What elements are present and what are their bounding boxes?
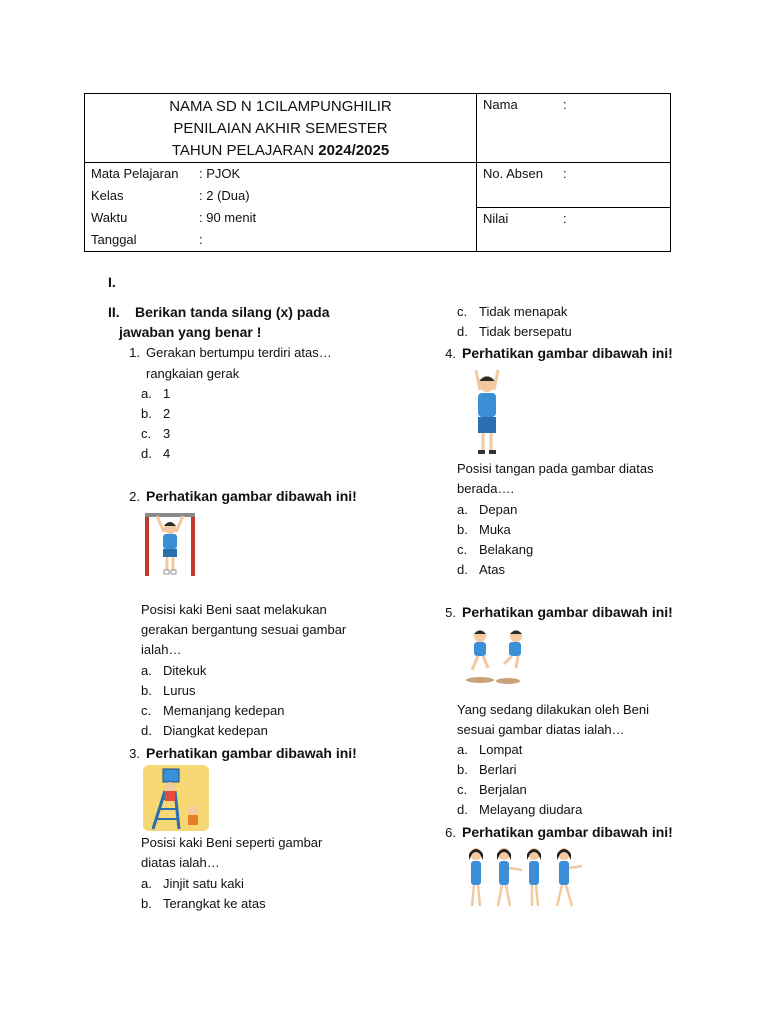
subject-value: : PJOK: [199, 166, 241, 181]
absen-cell: [477, 163, 671, 208]
option: d. Diangkat kedepan: [141, 723, 268, 738]
option: d. Melayang diudara: [457, 802, 583, 817]
jumping-boys-image: [458, 626, 530, 686]
absen-label: No. Absen: [483, 166, 543, 181]
question-3: 3. Perhatikan gambar dibawah ini!: [129, 745, 357, 761]
time-value: : 90 menit: [199, 210, 257, 225]
question-2: 2. Perhatikan gambar dibawah ini!: [129, 488, 357, 504]
walking-girls-image: [462, 842, 586, 912]
q3-text: Posisi kaki Beni seperti gambar diatas ialah…: [141, 835, 323, 870]
option: b. Muka: [457, 522, 511, 537]
score-label: Nilai: [483, 211, 509, 226]
hanging-boy-image: [143, 510, 197, 578]
option: c. 3: [141, 426, 171, 441]
header-table: [84, 93, 671, 252]
q2-text: Posisi kaki Beni saat melakukan gerakan bergantung sesuai gambar ialah…: [141, 602, 347, 657]
option: b. 2: [141, 406, 171, 421]
option: b. Berlari: [457, 762, 517, 777]
name-value: :: [563, 97, 567, 112]
option: c. Memanjang kedepan: [141, 703, 285, 718]
class-value: : 2 (Dua): [199, 188, 250, 203]
question-1: 1. Gerakan bertumpu terdiri atas…: [129, 345, 332, 360]
section-two-instruction: Berikan tanda silang (x) pada: [135, 304, 330, 320]
climbing-kids-image: [143, 765, 209, 831]
option: a. Jinjit satu kaki: [141, 876, 244, 891]
q2-options: [141, 661, 284, 741]
subject-label: Mata Pelajaran: [91, 166, 179, 181]
option: a. 1: [141, 386, 171, 401]
option: b. Terangkat ke atas: [141, 896, 266, 911]
date-value: :: [199, 232, 203, 247]
section-one-label: I.: [108, 274, 116, 290]
question-4: 4. Perhatikan gambar dibawah ini!: [445, 345, 673, 361]
option: c. Berjalan: [457, 782, 527, 797]
time-label: Waktu: [91, 210, 128, 225]
date-label: Tanggal: [91, 232, 137, 247]
q4-text: Posisi tangan pada gambar diatas berada….: [457, 461, 654, 496]
option: a. Ditekuk: [141, 663, 207, 678]
question-6: 6. Perhatikan gambar dibawah ini!: [445, 824, 673, 840]
option: a. Depan: [457, 502, 518, 517]
q5-options: [457, 740, 582, 820]
section-two-label: II. Berikan tanda silang (x) pada: [108, 304, 330, 320]
option: d. Tidak bersepatu: [457, 324, 572, 339]
option: d. 4: [141, 446, 171, 461]
q5-text: Yang sedang dilakukan oleh Beni sesuai gambar diatas ialah…: [457, 702, 650, 737]
q1-options: [141, 384, 170, 464]
school-title-cell: [85, 94, 477, 163]
option: c. Tidak menapak: [457, 304, 568, 319]
option: d. Atas: [457, 562, 506, 577]
score-cell: [477, 208, 671, 252]
option: b. Lurus: [141, 683, 196, 698]
score-value: :: [563, 211, 567, 226]
class-label: Kelas: [91, 188, 124, 203]
question-5: 5. Perhatikan gambar dibawah ini!: [445, 604, 673, 620]
q4-options: [457, 500, 533, 580]
info-cell: [85, 163, 477, 252]
question-1-cont: rangkaian gerak: [146, 366, 240, 381]
section-two-instruction-cont: jawaban yang benar !: [119, 324, 262, 340]
name-label: Nama: [483, 97, 518, 112]
exam-name: PENILAIAN AKHIR SEMESTER: [173, 120, 388, 137]
option: c. Belakang: [457, 542, 534, 557]
q3-options-cd: [457, 302, 572, 342]
option: a. Lompat: [457, 742, 523, 757]
absen-value: :: [563, 166, 567, 181]
q3-options-ab: [141, 874, 266, 914]
arms-up-boy-image: [460, 366, 516, 458]
name-cell: [477, 94, 671, 163]
school-name: NAMA SD N 1CILAMPUNGHILIR: [169, 98, 392, 115]
academic-year: TAHUN PELAJARAN 2024/2025: [171, 142, 390, 159]
